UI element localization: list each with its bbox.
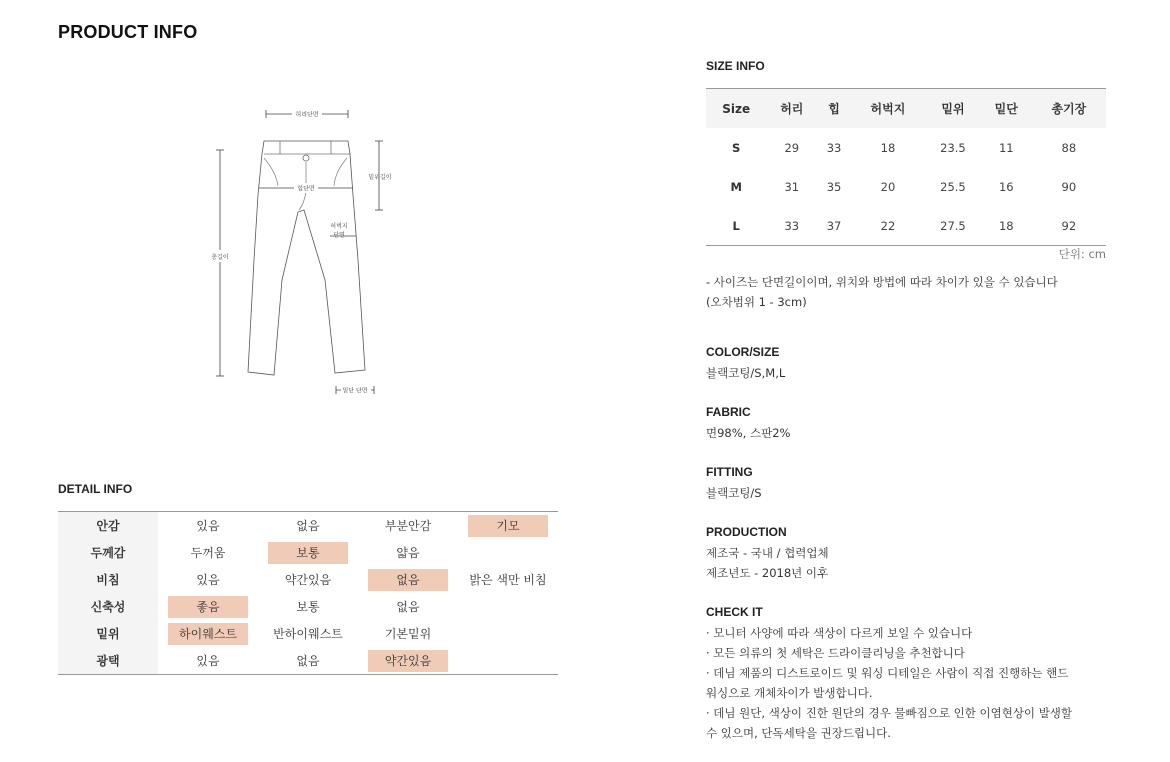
detail-option: 두꺼움 <box>190 545 226 560</box>
color-size-block <box>706 345 1106 383</box>
detail-option-cell <box>158 620 258 647</box>
size-value-cell: 25.5 <box>940 179 966 194</box>
detail-option: 없음 <box>296 518 320 533</box>
page-title: PRODUCT INFO <box>58 22 198 42</box>
fitting-title: FITTING <box>706 465 753 479</box>
detail-option-cell <box>258 566 358 593</box>
detail-option-cell <box>358 620 458 647</box>
size-row <box>706 206 1106 246</box>
size-header-cell: Size <box>706 89 766 129</box>
detail-option-selected: 하이웨스트 <box>168 623 248 645</box>
detail-option: 보통 <box>296 599 320 614</box>
detail-option-cell <box>358 539 458 566</box>
detail-option-selected: 기모 <box>468 515 548 537</box>
detail-option-cell <box>158 593 258 620</box>
size-label-cell: L <box>732 218 740 233</box>
detail-option-cell <box>358 512 458 540</box>
size-note-line2: (오차범위 1 - 3cm) <box>706 295 807 309</box>
size-header-cell: 밑위 <box>925 89 981 129</box>
check-it-title: CHECK IT <box>706 605 763 619</box>
detail-option: 있음 <box>196 572 220 587</box>
detail-option: 얇음 <box>396 545 420 560</box>
hem-label: 밑단 단면 <box>342 387 368 395</box>
check-it-line: · 데님 원단, 색상이 진한 원단의 경우 물빠짐으로 인한 이염현상이 발생할 <box>706 706 1073 720</box>
size-header-cell: 허벅지 <box>851 89 925 129</box>
size-value-cell: 18 <box>998 218 1014 233</box>
size-label-cell: S <box>732 140 741 155</box>
check-it-line: 수 있으며, 단독세탁을 권장드립니다. <box>706 726 891 740</box>
detail-option-cell <box>458 512 558 540</box>
size-value-cell: 27.5 <box>940 218 966 233</box>
hip-label: 힙단면 <box>297 185 315 193</box>
detail-option-cell <box>358 647 458 675</box>
size-value-cell: 29 <box>784 140 800 155</box>
unit-label: 단위: cm <box>1058 247 1106 261</box>
size-value-cell: 22 <box>880 218 896 233</box>
detail-option: 없음 <box>296 653 320 668</box>
length-label: 총길이 <box>211 254 229 261</box>
color-size-title: COLOR/SIZE <box>706 345 780 359</box>
size-value-cell: 35 <box>826 179 842 194</box>
size-value-cell: 33 <box>826 140 842 155</box>
detail-option-cell <box>458 566 558 593</box>
detail-row <box>58 512 558 540</box>
detail-row-label: 신축성 <box>58 593 158 620</box>
size-info-title: SIZE INFO <box>706 59 765 73</box>
check-it-line: · 모든 의류의 첫 세탁은 드라이클리닝을 추천합니다 <box>706 646 965 660</box>
detail-option: 있음 <box>196 653 220 668</box>
detail-option: 약간있음 <box>284 572 332 587</box>
check-it-line: · 모니터 사양에 따라 색상이 다르게 보일 수 있습니다 <box>706 626 973 640</box>
detail-option-cell <box>258 512 358 540</box>
rise-label: 밑위길이 <box>368 174 392 181</box>
fitting-value: 블랙코팅/S <box>706 486 762 500</box>
size-value-cell: 20 <box>880 179 896 194</box>
detail-row <box>58 647 558 675</box>
check-it-block <box>706 605 1106 743</box>
detail-row-label: 안감 <box>58 512 158 540</box>
detail-option: 있음 <box>196 518 220 533</box>
size-value-cell: 88 <box>1061 140 1077 155</box>
detail-option: 반하이웨스트 <box>273 626 343 641</box>
size-value-cell: 31 <box>784 179 800 194</box>
detail-row <box>58 620 558 647</box>
size-header-cell: 총기장 <box>1032 89 1106 129</box>
detail-option-cell <box>258 620 358 647</box>
detail-info-table <box>58 511 558 675</box>
size-value-cell: 37 <box>826 218 842 233</box>
detail-option: 밝은 색만 비침 <box>469 572 547 587</box>
size-header-cell: 허리 <box>766 89 817 129</box>
detail-row <box>58 539 558 566</box>
fabric-block <box>706 405 1106 443</box>
size-row <box>706 128 1106 167</box>
thigh-label-2: 단면 <box>333 232 345 239</box>
check-it-line: · 데님 제품의 디스트로이드 및 워싱 디테일은 사람이 직접 진행하는 핸드 <box>706 666 1069 680</box>
detail-row <box>58 593 558 620</box>
detail-option-selected: 없음 <box>368 569 448 591</box>
detail-row-label: 비침 <box>58 566 158 593</box>
production-block <box>706 525 1106 583</box>
size-value-cell: 92 <box>1061 218 1077 233</box>
size-table <box>706 88 1106 246</box>
detail-option-cell <box>258 647 358 675</box>
size-note <box>706 272 1106 312</box>
size-value-cell: 11 <box>998 140 1014 155</box>
fabric-value: 면98%, 스판2% <box>706 426 791 440</box>
detail-option-selected: 좋음 <box>168 596 248 618</box>
production-title: PRODUCTION <box>706 525 787 539</box>
detail-row <box>58 566 558 593</box>
size-note-line1: - 사이즈는 단면길이이며, 위치와 방법에 따라 차이가 있을 수 있습니다 <box>706 275 1058 289</box>
fabric-title: FABRIC <box>706 405 751 419</box>
detail-option-cell <box>458 593 558 620</box>
size-table-header <box>706 89 1106 129</box>
detail-option-selected: 보통 <box>268 542 348 564</box>
detail-option-cell <box>358 566 458 593</box>
size-header-cell: 밑단 <box>981 89 1032 129</box>
waist-label: 허리단면 <box>295 111 319 119</box>
size-label-cell: M <box>730 179 742 194</box>
thigh-label-1: 허벅지 <box>330 223 348 230</box>
fitting-block <box>706 465 1106 503</box>
detail-row-label: 밑위 <box>58 620 158 647</box>
detail-option-cell <box>258 539 358 566</box>
detail-option-cell <box>258 593 358 620</box>
detail-option-cell <box>158 566 258 593</box>
detail-option-cell <box>358 593 458 620</box>
production-line2: 제조년도 - 2018년 이후 <box>706 566 829 580</box>
detail-option-cell <box>158 647 258 675</box>
production-line1: 제조국 - 국내 / 협력업체 <box>706 546 829 560</box>
pants-diagram <box>190 100 410 400</box>
detail-row-label: 두께감 <box>58 539 158 566</box>
detail-option-selected: 약간있음 <box>368 650 448 672</box>
detail-option-cell <box>458 539 558 566</box>
detail-info-title: DETAIL INFO <box>58 482 133 496</box>
detail-option: 기본밑위 <box>384 626 432 641</box>
detail-option-cell <box>158 539 258 566</box>
color-size-value: 블랙코팅/S,M,L <box>706 366 786 380</box>
check-it-line: 워싱으로 개체차이가 발생합니다. <box>706 686 873 700</box>
size-value-cell: 16 <box>998 179 1014 194</box>
detail-option-cell <box>158 512 258 540</box>
detail-option-cell <box>458 647 558 675</box>
size-row <box>706 167 1106 206</box>
size-value-cell: 90 <box>1061 179 1077 194</box>
pants-illustration <box>190 100 410 400</box>
size-header-cell: 힙 <box>817 89 851 129</box>
detail-option-cell <box>458 620 558 647</box>
detail-row-label: 광택 <box>58 647 158 675</box>
size-value-cell: 33 <box>784 218 800 233</box>
detail-option: 없음 <box>396 599 420 614</box>
detail-option: 부분안감 <box>384 518 432 533</box>
size-value-cell: 18 <box>880 140 896 155</box>
size-value-cell: 23.5 <box>940 140 966 155</box>
